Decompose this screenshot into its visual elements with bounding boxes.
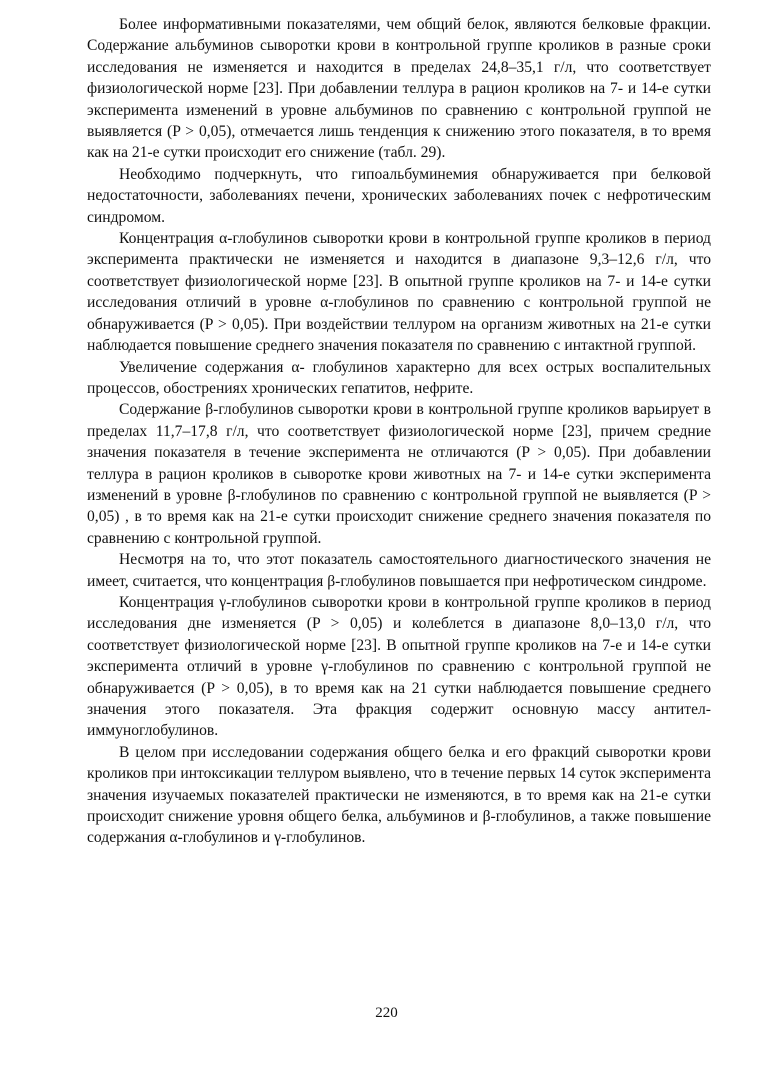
paragraph-beta-diagnostic: Несмотря на то, что этот показатель самостоятельного диагностического значения не имеет, считается, что концентрация β-глобулинов повышается при нефротическом синдроме. bbox=[87, 551, 711, 590]
paragraph-alpha-globulins: Концентрация α-глобулинов сыворотки крови в контрольной группе кроликов в период эксперимента практически не изменяется и находится в диапазоне 9,3–12,6 г/л, что соответствует физиологической норме [23]. В опытной группе кроликов на 7- и 14-е сутки исследования отличий в уровне α-глобулинов по сравнению с контрольной группой не обнаруживается (P > 0,05). При воздействии теллуром на организм животных на 21-е сутки наблюдается повышение среднего значения показателя по сравнению с интактной группой. bbox=[87, 230, 711, 355]
paragraph-conclusion: В целом при исследовании содержания общего белка и его фракций сыворотки крови кроликов при интоксикации теллуром выявлено, что в течение первых 14 суток эксперимента значения изучаемых показателей практически не изменяются, в то время как на 21-е сутки происходит снижение уровня общего белка, альбуминов и β-глобулинов, а также повышение содержания α-глобулинов и γ-глобулинов. bbox=[87, 743, 711, 847]
paragraph-alpha-increase: Увеличение содержания α- глобулинов характерно для всех острых воспалительных процессов, обострениях хронических гепатитов, нефрите. bbox=[87, 358, 711, 397]
page-body bbox=[87, 14, 711, 849]
paragraph-beta-globulins: Содержание β-глобулинов сыворотки крови в контрольной группе кроликов варьирует в пределах 11,7–17,8 г/л, что соответствует физиологической норме [23], причем средние значения показателя в течение эксперимента не отличаются (P > 0,05). При добавлении теллура в рацион кроликов в сыворотке крови животных на 7- и 14-е сутки эксперимента изменений в уровне β-глобулинов по сравнению с контрольной группой не выявляется (P > 0,05) , в то время как на 21-е сутки происходит снижение среднего значения показателя по сравнению с контрольной группой. bbox=[87, 401, 711, 547]
paragraph-hypoalbuminemia: Необходимо подчеркнуть, что гипоальбуминемия обнаруживается при белковой недостаточности, заболеваниях печени, хронических заболеваниях почек с нефротическим синдромом. bbox=[87, 165, 711, 226]
page-number: 220 bbox=[375, 1005, 398, 1021]
paragraph-gamma-globulins: Концентрация γ-глобулинов сыворотки крови в контрольной группе кроликов в период исследования дне изменяется (P > 0,05) и колеблется в диапазоне 8,0–13,0 г/л, что соответствует физиологической норме [23]. В опытной группе кроликов на 7-е и 14-е сутки эксперимента отличий в уровне γ-глобулинов по сравнению с контрольной группой не обнаруживается (P > 0,05), в то время как на 21 сутки наблюдается повышение среднего значения этого показателя. Эта фракция содержит основную массу антител-иммуноглобулинов. bbox=[87, 593, 711, 740]
paragraph-albumins: Более информативными показателями, чем общий белок, являются белковые фракции. Содержание альбуминов сыворотки крови в контрольной группе кроликов в разные сроки исследования не изменяется и находится в пределах 24,8–35,1 г/л, что соответствует физиологической норме [23]. При добавлении теллура в рацион кроликов на 7- и 14-е сутки эксперимента изменений в уровне альбуминов по сравнению с контрольной группой не выявляется (P > 0,05), отмечается лишь тенденция к снижению этого показателя, в то время как на 21-е сутки происходит его снижение (табл. 29). bbox=[87, 16, 711, 162]
